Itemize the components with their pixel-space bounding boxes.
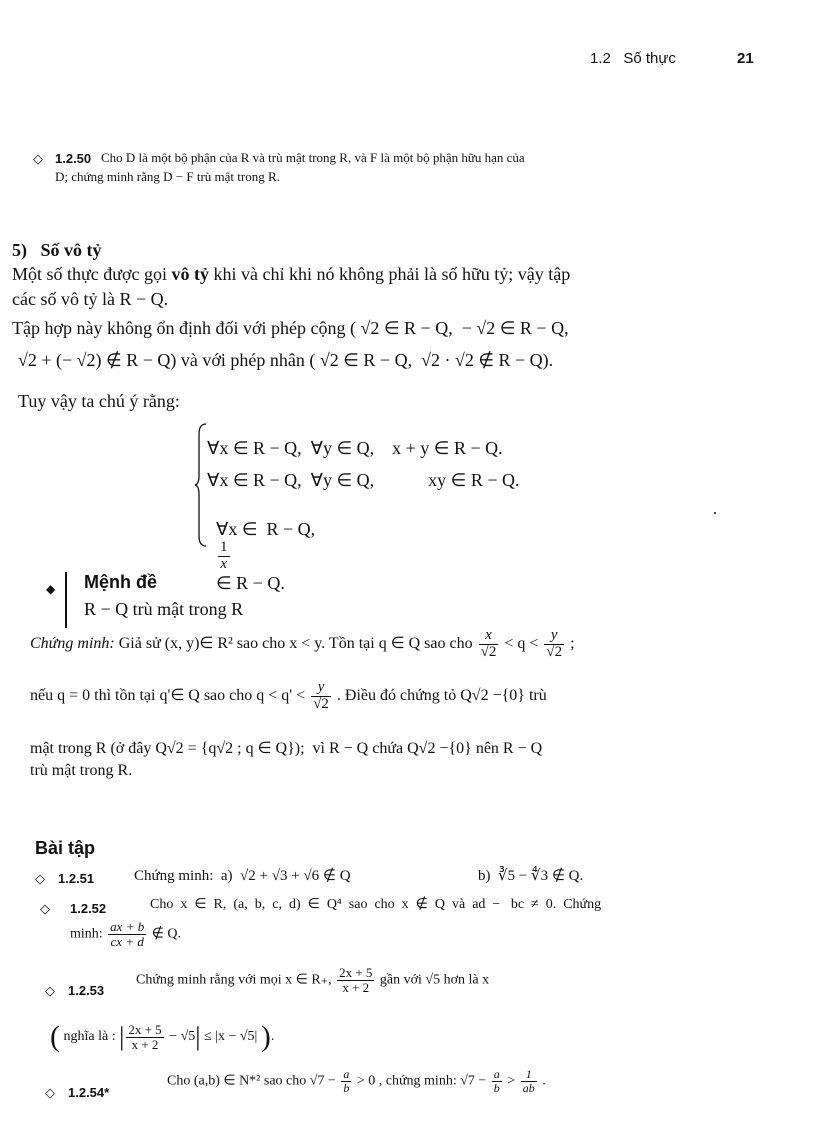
proof-line: mật trong R (ở đây Q√2 = {q√2 ; q ∈ Q}); vì R − Q chứa Q√2 −{0} nên R − Q [30,740,543,757]
exercise-text: Cho (a,b) ∈ N*² sao cho √7 − $\frac{a}{b}$ > 0 , chứng minh: √7 − $\frac{a}{b}$ > $\frac{1}{ab}$ . [167,1067,546,1095]
math-line: ∀x ∈ R − Q, ∀y ∈ Q, xy ∈ R − Q. [207,470,520,490]
page-number: 21 [737,50,754,67]
exercise-text: Cho D là một bộ phận của R và trù mật trong R, và F là một bộ phận hữu hạn của [101,150,525,165]
section-title: 1.2 Số thực [590,50,676,67]
paragraph-line: Tập hợp này không ổn định đối với phép cộng ( √2 ∈ R − Q, − √2 ∈ R − Q, [12,318,569,338]
fraction: $\frac{y}{√2}$ [546,627,563,660]
diamond-icon: ◇ [35,871,45,886]
paragraph-line: Tuy vậy ta chú ý rằng: [18,391,180,411]
exercises-heading: Bài tập [35,838,96,858]
proof-line: Chứng minh: Giả sử (x, y)∈ R² sao cho x < y. Tồn tại q ∈ Q sao cho $\frac{x}{√2}$ < q < $\frac{y}{√2}$ ; [30,627,575,660]
fraction: $\frac{2x + 5}{x + 2}$ [339,965,373,995]
exercise-number: 1.2.51 [58,871,95,886]
exercise-text: Chứng minh: a) √2 + √3 + √6 ∉ Q [134,868,351,884]
exercise-text: minh: $\frac{ax + b}{cx + d}$ ∉ Q. [70,919,182,949]
proposition-title: Mệnh đề [84,572,158,592]
exercise-text: ( nghĩa là : | $\frac{2x + 5}{x + 2}$ − √5| ≤ |x − √5| ). [50,1020,275,1053]
running-header [590,50,676,67]
fraction: $\frac{a}{b}$ [343,1067,350,1095]
diamond-icon: ◇ [33,151,43,166]
exercise-text: b) ∛5 − ∜3 ∉ Q. [478,868,584,884]
fraction: $\frac{y}{√2}$ [313,679,329,712]
paragraph-line: các số vô tỷ là R − Q. [12,289,169,309]
paragraph-line: √2 + (− √2) ∉ R − Q) và với phép nhân ( √2 ∈ R − Q, √2 · √2 ∉ R − Q). [18,350,554,370]
fraction: $\frac{2x + 5}{x + 2}$ [128,1021,162,1052]
exercise-number: 1.2.53 [68,983,105,998]
exercise-number: 1.2.54* [68,1085,110,1100]
left-brace [194,422,208,548]
paragraph-line: Một số thực được gọi vô tỷ khi và chỉ khi nó không phải là số hữu tỷ; vậy tập [12,264,571,284]
fraction: $\frac{ax + b}{cx + d}$ [110,919,145,949]
exercise-text: Cho x ∈ R, (a, b, c, d) ∈ Q⁴ sao cho x ∉ Q và ad − bc ≠ 0. Chứng [150,897,602,912]
math-line: ∀x ∈ R − Q, ∀y ∈ Q, x + y ∈ R − Q. [207,438,503,458]
diamond-icon: ◇ [40,901,50,916]
diamond-icon: ◇ [45,983,55,998]
proposition-statement: R − Q trù mật trong R [84,599,244,619]
proof-line: nếu q = 0 thì tồn tại q'∈ Q sao cho q < q' < $\frac{y}{√2}$ . Điều đó chứng tỏ Q√2 −{0} trù [30,679,547,712]
exercise-text: Chứng minh rằng với mọi x ∈ R₊, $\frac{2x + 5}{x + 2}$ gần với √5 hơn là x [136,965,490,995]
diamond-icon: ◇ [45,1085,55,1100]
proof-line: trù mật trong R. [30,762,133,779]
proposition-bar [65,572,67,628]
exercise-number: 1.2.50 [55,151,92,166]
exercise-number: 1.2.52 [70,901,107,916]
fraction: $\frac{1}{ab}$ [522,1067,535,1095]
section-heading: 5) Số vô tỷ [12,240,102,260]
exercise-text: D; chứng minh rằng D − F trù mật trong R. [55,169,280,184]
fraction: $\frac{1}{x}$ [220,539,228,572]
bullet-icon: ◆ [46,582,56,596]
fraction: $\frac{a}{b}$ [493,1067,500,1095]
margin-dot [714,512,716,514]
fraction: $\frac{x}{√2}$ [480,627,497,660]
math-line: ∀x ∈ R − Q, $\frac{1}{x}$ ∈ R − Q. [216,519,316,593]
